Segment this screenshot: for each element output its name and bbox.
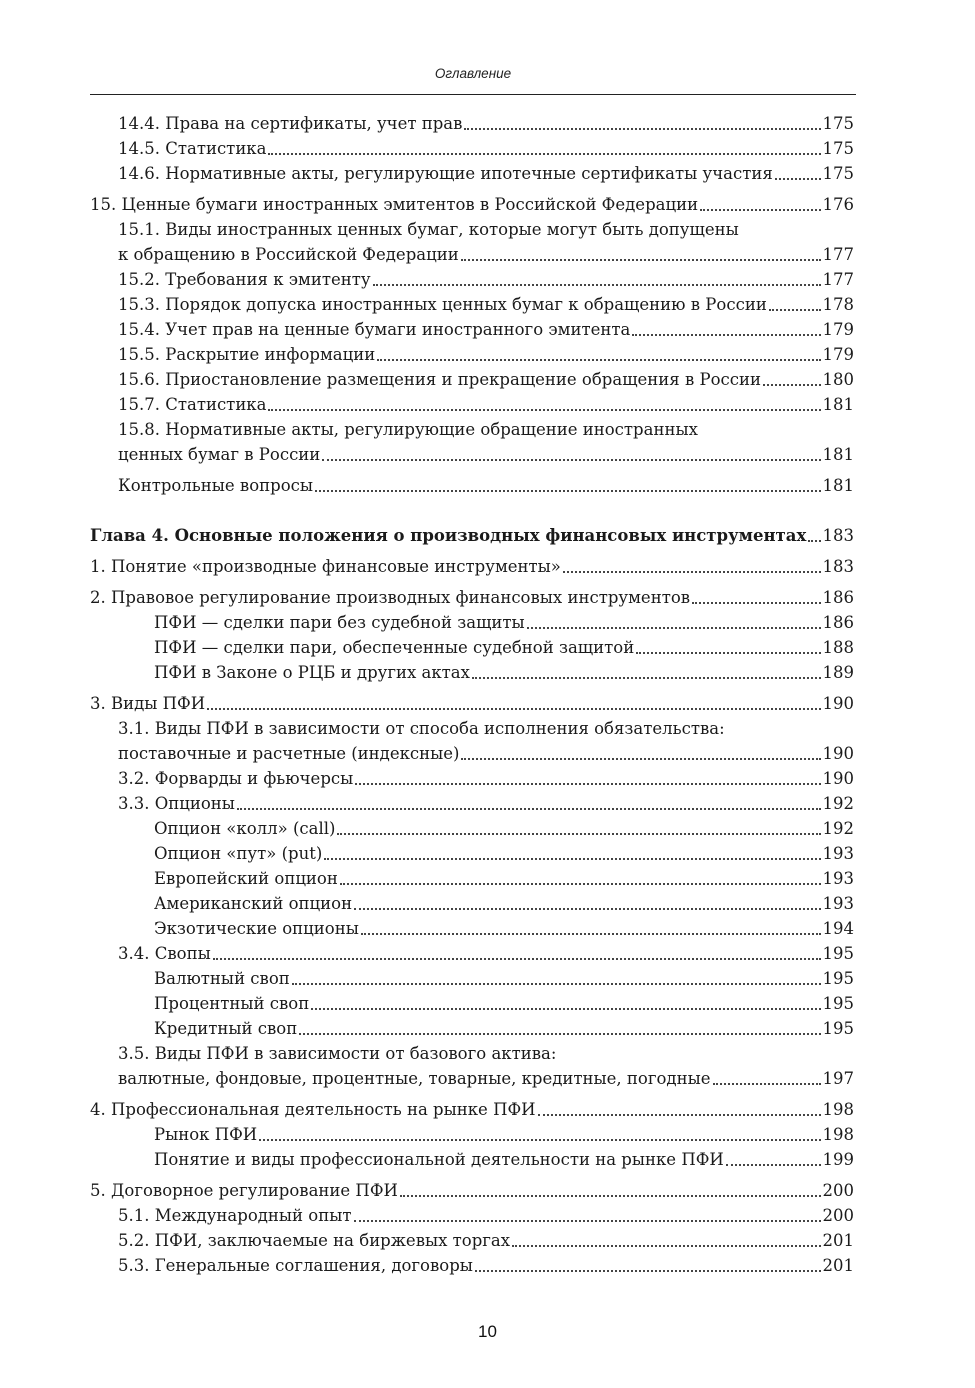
toc-entry-title-line: 3.5. Виды ПФИ в зависимости от базового актива:: [118, 1044, 557, 1063]
toc-entry[interactable]: [90, 392, 854, 417]
toc-entry-page: 199: [822, 1150, 854, 1169]
toc-entry-page: 176: [822, 195, 854, 214]
toc-entry-title: Американский опцион: [154, 894, 353, 913]
dot-leader: [377, 359, 820, 361]
dot-leader: [472, 677, 821, 679]
dot-leader: [268, 153, 820, 155]
toc-entry-title: 14.6. Нормативные акты, регулирующие ипотечные сертификаты участия: [118, 164, 773, 183]
toc-entry-title: валютные, фондовые, процентные, товарные, кредитные, погодные: [118, 1069, 711, 1088]
toc-entry-title: Контрольные вопросы: [118, 476, 314, 495]
dot-leader: [512, 1245, 820, 1247]
toc-entry-title: 15.5. Раскрытие информации: [118, 345, 376, 364]
toc-chapter-entry[interactable]: [90, 523, 854, 548]
toc-entry-title: Опцион «пут» (put): [154, 844, 323, 863]
toc-entry[interactable]: [90, 585, 854, 610]
dot-leader: [527, 627, 821, 629]
dot-leader: [700, 209, 820, 211]
toc-entry-page: 188: [822, 638, 854, 657]
toc-entry[interactable]: [90, 1016, 854, 1041]
toc-entry[interactable]: [90, 136, 854, 161]
toc-entry-title: Экзотические опционы: [154, 919, 359, 938]
toc-entry-page: 198: [822, 1125, 854, 1144]
toc-entry-page: 181: [822, 395, 854, 414]
running-header: Оглавление: [434, 66, 512, 81]
dot-leader: [373, 284, 821, 286]
toc-entry-title-line: 15.8. Нормативные акты, регулирующие обращение иностранных: [118, 420, 698, 439]
toc-entry-title: 3. Виды ПФИ: [90, 694, 206, 713]
toc-entry-page: 181: [822, 476, 854, 495]
toc-entry[interactable]: [90, 1147, 854, 1172]
toc-entry-title: 15.3. Порядок допуска иностранных ценных бумаг к обращению в России: [118, 295, 767, 314]
toc-entry[interactable]: [90, 1253, 854, 1278]
dot-leader: [337, 833, 820, 835]
toc-entry[interactable]: [90, 1203, 854, 1228]
toc-entry-page: 201: [822, 1231, 854, 1250]
toc-entry[interactable]: [90, 1097, 854, 1122]
toc-entry-title: 3.3. Опционы: [118, 794, 235, 813]
toc-entry[interactable]: [90, 192, 854, 217]
dot-leader: [207, 708, 820, 710]
toc-entry-title: 14.5. Статистика: [118, 139, 267, 158]
page-number: 10: [478, 1322, 497, 1341]
dot-leader: [259, 1139, 820, 1141]
toc-entry-page: 186: [822, 613, 854, 632]
dot-leader: [808, 540, 820, 542]
table-of-contents: [90, 111, 854, 1278]
toc-entry[interactable]: [90, 610, 854, 635]
toc-entry-title: 5. Договорное регулирование ПФИ: [90, 1181, 398, 1200]
dot-leader: [769, 309, 821, 311]
dot-leader: [563, 571, 821, 573]
toc-entry[interactable]: [90, 111, 854, 136]
toc-entry-title: 5.1. Международный опыт: [118, 1206, 352, 1225]
toc-entry-title: ПФИ в Законе о РЦБ и других актах: [154, 663, 470, 682]
toc-entry[interactable]: [90, 554, 854, 579]
toc-entry-page: 178: [822, 295, 854, 314]
dot-leader: [354, 1220, 821, 1222]
dot-leader: [461, 259, 821, 261]
dot-leader: [632, 334, 820, 336]
toc-entry-page: 179: [822, 345, 854, 364]
dot-leader: [726, 1164, 821, 1166]
toc-entry-title: 15.4. Учет прав на ценные бумаги иностранного эмитента: [118, 320, 631, 339]
toc-entry-page: 198: [822, 1100, 854, 1119]
dot-leader: [299, 1033, 820, 1035]
dot-leader: [475, 1270, 821, 1272]
toc-entry-page: 175: [822, 139, 854, 158]
toc-entry-page: 195: [822, 1019, 854, 1038]
toc-entry-title: Кредитный своп: [154, 1019, 298, 1038]
toc-entry-page: 180: [822, 370, 854, 389]
toc-entry[interactable]: [90, 1122, 854, 1147]
toc-entry-page: 195: [822, 994, 854, 1013]
toc-entry-page: 195: [822, 969, 854, 988]
toc-entry-page: 193: [822, 894, 854, 913]
dot-leader: [775, 178, 821, 180]
toc-entry-page: 194: [822, 919, 854, 938]
toc-entry-page: 181: [822, 445, 854, 464]
dot-leader: [636, 652, 820, 654]
toc-entry[interactable]: [90, 161, 854, 186]
dot-leader: [340, 883, 821, 885]
toc-entry-page: 200: [822, 1206, 854, 1225]
toc-entry-title: 15.2. Требования к эмитенту: [118, 270, 371, 289]
toc-entry-title: 2. Правовое регулирование производных финансовых инструментов: [90, 588, 691, 607]
toc-entry-title: ценных бумаг в России: [118, 445, 321, 464]
dot-leader: [464, 128, 820, 130]
toc-entry-title: 1. Понятие «производные финансовые инструменты»: [90, 557, 561, 576]
toc-entry[interactable]: [90, 766, 854, 791]
dot-leader: [354, 908, 820, 910]
toc-entry-title: 4. Профессиональная деятельность на рынке ПФИ: [90, 1100, 536, 1119]
toc-entry-page: 195: [822, 944, 854, 963]
dot-leader: [324, 858, 820, 860]
toc-entry[interactable]: [90, 841, 854, 866]
toc-entry-title: Опцион «колл» (call): [154, 819, 336, 838]
toc-entry[interactable]: [90, 442, 854, 467]
toc-entry[interactable]: [90, 891, 854, 916]
toc-entry-title: ПФИ — сделки пари, обеспеченные судебной защитой: [154, 638, 635, 657]
toc-entry-title: к обращению в Российской Федерации: [118, 245, 459, 264]
toc-entry[interactable]: [90, 866, 854, 891]
toc-entry-page: 183: [822, 557, 854, 576]
dot-leader: [311, 1008, 820, 1010]
toc-entry-page: 183: [822, 526, 854, 545]
toc-entry[interactable]: [90, 941, 854, 966]
toc-entry-page: 190: [822, 769, 854, 788]
toc-entry-page: 193: [822, 869, 854, 888]
dot-leader: [361, 933, 821, 935]
toc-entry[interactable]: [90, 635, 854, 660]
toc-entry-title: 15. Ценные бумаги иностранных эмитентов в Российской Федерации: [90, 195, 699, 214]
toc-entry[interactable]: [90, 991, 854, 1016]
toc-entry-title: Валютный своп: [154, 969, 290, 988]
toc-entry-page: 190: [822, 694, 854, 713]
dot-leader: [237, 808, 821, 810]
toc-entry-title: ПФИ — сделки пари без судебной защиты: [154, 613, 525, 632]
toc-entry[interactable]: [90, 267, 854, 292]
toc-entry-title: Рынок ПФИ: [154, 1125, 258, 1144]
dot-leader: [461, 758, 820, 760]
toc-entry-page: 177: [822, 245, 854, 264]
toc-entry[interactable]: [90, 916, 854, 941]
toc-entry-title-line: 3.1. Виды ПФИ в зависимости от способа исполнения обязательства:: [118, 719, 725, 738]
toc-entry[interactable]: [90, 1178, 854, 1203]
toc-entry[interactable]: [90, 1228, 854, 1253]
dot-leader: [292, 983, 821, 985]
toc-entry[interactable]: [90, 966, 854, 991]
dot-leader: [268, 409, 820, 411]
toc-entry-page: 186: [822, 588, 854, 607]
dot-leader: [763, 384, 821, 386]
toc-entry-page: 177: [822, 270, 854, 289]
toc-entry-page: 192: [822, 794, 854, 813]
dot-leader: [322, 459, 820, 461]
toc-entry[interactable]: [90, 317, 854, 342]
header-divider: [90, 94, 856, 95]
toc-entry[interactable]: [90, 816, 854, 841]
toc-entry[interactable]: [90, 791, 854, 816]
dot-leader: [692, 602, 820, 604]
toc-entry-title: поставочные и расчетные (индексные): [118, 744, 460, 763]
dot-leader: [355, 783, 820, 785]
toc-entry[interactable]: [90, 473, 854, 498]
toc-entry-title: 3.4. Свопы: [118, 944, 211, 963]
toc-entry-title: 15.6. Приостановление размещения и прекращение обращения в России: [118, 370, 761, 389]
toc-entry-page: 175: [822, 164, 854, 183]
toc-entry-title: 3.2. Форварды и фьючерсы: [118, 769, 354, 788]
toc-entry-page: 200: [822, 1181, 854, 1200]
dot-leader: [538, 1114, 821, 1116]
toc-entry[interactable]: [90, 691, 854, 716]
toc-entry-page: 193: [822, 844, 854, 863]
toc-entry-title: 5.2. ПФИ, заключаемые на биржевых торгах: [118, 1231, 511, 1250]
toc-entry-page: 179: [822, 320, 854, 339]
toc-entry[interactable]: [90, 292, 854, 317]
toc-entry-title: Процентный своп: [154, 994, 310, 1013]
toc-entry-page: 189: [822, 663, 854, 682]
toc-entry-title: Глава 4. Основные положения о производных финансовых инструментах: [90, 526, 807, 545]
dot-leader: [713, 1083, 821, 1085]
dot-leader: [213, 958, 821, 960]
toc-entry[interactable]: [90, 367, 854, 392]
toc-entry[interactable]: [90, 342, 854, 367]
toc-entry-page: 175: [822, 114, 854, 133]
toc-entry-page: 192: [822, 819, 854, 838]
toc-entry[interactable]: [90, 660, 854, 685]
toc-entry-page: 201: [822, 1256, 854, 1275]
toc-entry-title: 5.3. Генеральные соглашения, договоры: [118, 1256, 473, 1275]
toc-entry[interactable]: [90, 1066, 854, 1091]
toc-entry-title: Понятие и виды профессиональной деятельности на рынке ПФИ: [154, 1150, 724, 1169]
toc-entry-page: 197: [822, 1069, 854, 1088]
toc-entry[interactable]: [90, 741, 854, 766]
dot-leader: [315, 490, 820, 492]
dot-leader: [400, 1195, 821, 1197]
toc-entry[interactable]: [90, 242, 854, 267]
toc-entry-title: 14.4. Права на сертификаты, учет прав: [118, 114, 463, 133]
toc-entry-title: 15.7. Статистика: [118, 395, 267, 414]
toc-entry-title-line: 15.1. Виды иностранных ценных бумаг, которые могут быть допущены: [118, 220, 739, 239]
toc-entry-title: Европейский опцион: [154, 869, 338, 888]
toc-entry-page: 190: [822, 744, 854, 763]
